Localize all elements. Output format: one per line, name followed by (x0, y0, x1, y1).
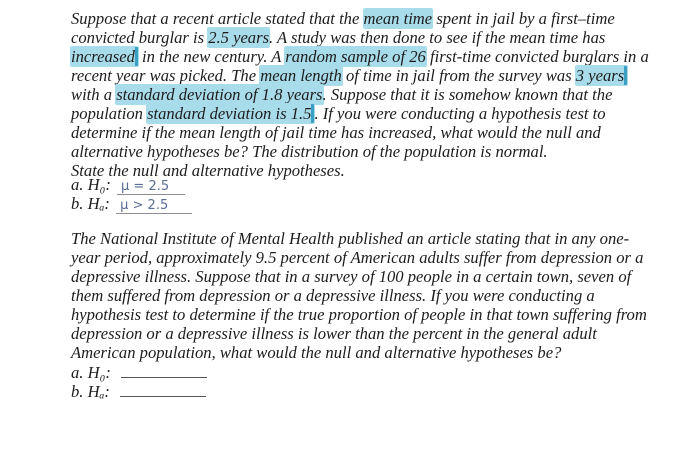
problem-1-h0-row (71, 175, 185, 195)
h0-label: a. H₀: (71, 175, 111, 194)
ha-answer: µ > 2.5 (116, 199, 192, 214)
text-segment: of time in jail from the survey was (341, 66, 576, 85)
problem-2-line: them suffered from depression or a depressive illness. If you were conducting a (71, 286, 595, 305)
text-segment: recent year was picked. The (71, 66, 261, 85)
h0-label-2: a. H₀: (71, 363, 111, 382)
text-segment: alternative hypotheses be? The distribution of the population is normal. (71, 142, 548, 161)
text-segment: . A study was then done to see if the mean time has (269, 28, 606, 47)
problem-2-line: depression or a depressive illness is lower than the percent in the general adult (71, 324, 597, 343)
problem-1-line (71, 9, 615, 28)
ha-label: b. Hₐ: (71, 194, 110, 213)
problem-2-line: The National Institute of Mental Health published an article stating that in any one- (71, 229, 630, 248)
problem-2-line: American population, what would the null and alternative hypotheses be? (71, 343, 562, 362)
text-segment: first-time convicted burglars in a (425, 47, 649, 66)
text-segment: convicted burglar is (71, 28, 209, 47)
problem-2-ha-row (71, 382, 206, 401)
problem-1-ha-row (71, 194, 192, 214)
text-segment: State the null and alternative hypotheses. (71, 161, 345, 180)
text-segment: Suppose that a recent article stated that the (71, 9, 364, 28)
text-segment: determine if the mean length of jail time has increased, what would the null and (71, 123, 601, 142)
problem-1-line (71, 123, 601, 142)
ha-label-2: b. Hₐ: (71, 382, 110, 401)
problem-2-line: hypothesis test to determine if the true proportion of people in that town suffering from (71, 305, 647, 324)
highlighted-text: standard deviation is 1.5 (147, 104, 314, 123)
problem-1-line (71, 104, 606, 123)
highlighted-text: standard deviation of 1.8 years (116, 85, 323, 104)
text-segment: with a (71, 85, 117, 104)
problem-1-line (71, 66, 627, 85)
text-segment: in the new century. A (137, 47, 286, 66)
ha-blank[interactable] (120, 384, 206, 397)
text-segment: population (71, 104, 148, 123)
text-segment: spent in jail by a first–time (432, 9, 615, 28)
problem-1-line (71, 47, 649, 66)
highlighted-text: increased (71, 47, 138, 66)
problem-2-line: depressive illness. Suppose that in a survey of 100 people in a certain town, seven of (71, 267, 632, 286)
highlighted-text: 3 years (576, 66, 627, 85)
problem-1-line (71, 28, 605, 47)
h0-answer: µ = 2.5 (117, 180, 185, 195)
text-segment: . If you were conducting a hypothesis test to (314, 104, 606, 123)
h0-blank[interactable] (121, 365, 207, 378)
highlighted-text: mean time (363, 9, 433, 28)
highlighted-text: random sample of 26 (285, 47, 426, 66)
text-segment: . Suppose that it is somehow known that the (322, 85, 613, 104)
problem-2-line: year period, approximately 9.5 percent of American adults suffer from depression or a (71, 248, 644, 267)
problem-1-line (71, 85, 612, 104)
highlighted-text: mean length (260, 66, 342, 85)
highlighted-text: 2.5 years (208, 28, 270, 47)
problem-1-line (71, 142, 548, 161)
problem-2-h0-row (71, 363, 207, 382)
